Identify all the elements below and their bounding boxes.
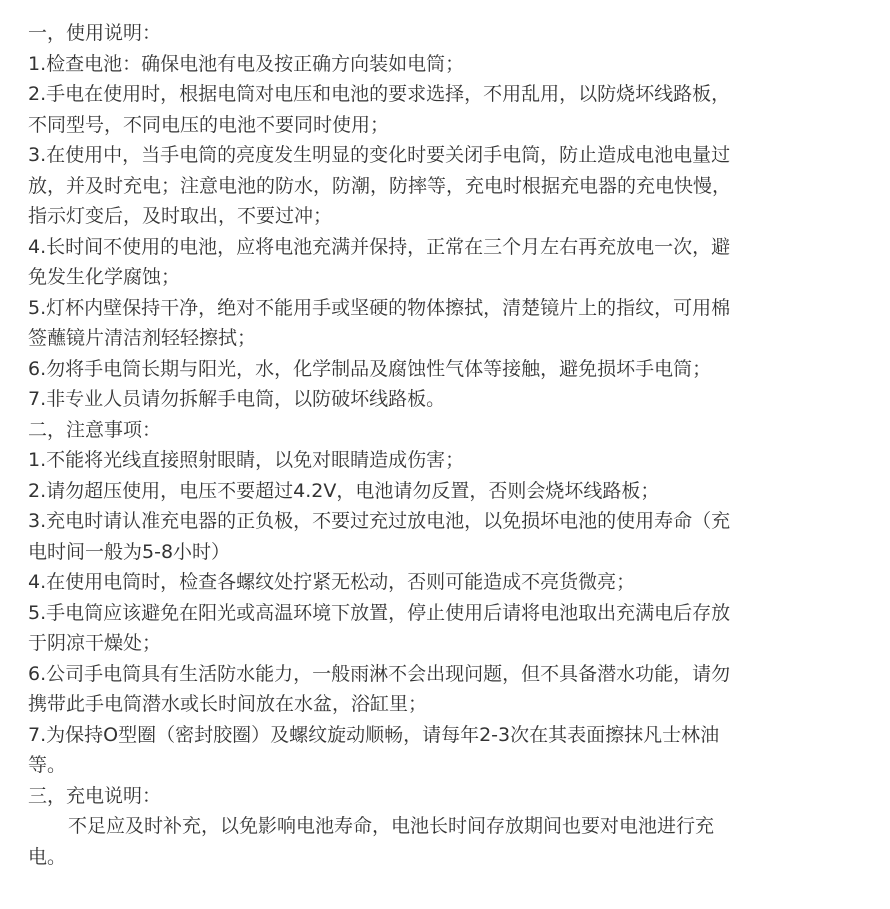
usage-line: 指示灯变后，及时取出，不要过冲； (28, 205, 333, 227)
usage-line: 5.灯杯内壁保持干净，绝对不能用手或坚硬的物体擦拭，清楚镜片上的指纹，可用棉 (28, 296, 731, 319)
instruction-document (28, 18, 828, 872)
charging-heading: 三，充电说明： (28, 784, 162, 807)
cautions-line: 4.在使用电筒时，检查各螺纹处拧紧无松动，否则可能造成不亮货微亮； (28, 571, 636, 593)
usage-heading: 一，使用说明： (28, 22, 162, 44)
usage-line: 放，并及时充电；注意电池的防水，防潮，防摔等，充电时根据充电器的充电快慢， (28, 174, 732, 197)
cautions-line: 等。 (28, 754, 67, 776)
cautions-heading: 二，注意事项： (28, 418, 162, 441)
cautions-line: 于阴凉干燥处； (28, 632, 162, 654)
usage-line: 3.在使用中，当手电筒的亮度发生明显的变化时要关闭手电筒，防止造成电池电量过 (28, 144, 731, 166)
cautions-line: 5.手电筒应该避免在阳光或高温环境下放置，停止使用后请将电池取出充满电后存放 (28, 601, 731, 624)
cautions-line: 6.公司手电筒具有生活防水能力，一般雨淋不会出现问题，但不具备潜水功能，请勿 (28, 662, 731, 685)
cautions-line: 3.充电时请认准充电器的正负极，不要过充过放电池，以免损坏电池的使用寿命（充 (28, 510, 731, 532)
cautions-line: 1.不能将光线直接照射眼睛，以免对眼睛造成伤害； (28, 449, 465, 471)
usage-section (28, 18, 828, 415)
usage-line: 2.手电在使用时，根据电筒对电压和电池的要求选择，不用乱用，以防烧坏线路板， (28, 83, 731, 105)
charging-section (28, 781, 828, 873)
charging-line: 电。 (28, 845, 67, 868)
usage-line: 4.长时间不使用的电池，应将电池充满并保持，正常在三个月左右再充放电一次，避 (28, 235, 731, 258)
usage-line: 1.检查电池：确保电池有电及按正确方向装如电筒； (28, 52, 465, 75)
cautions-section (28, 415, 828, 781)
usage-line: 6.勿将手电筒长期与阳光，水，化学制品及腐蚀性气体等接触，避免损坏手电筒； (28, 357, 712, 380)
charging-line: 不足应及时补充，以免影响电池寿命，电池长时间存放期间也要对电池进行充 (68, 815, 715, 837)
cautions-line: 电时间一般为5-8小时） (28, 540, 231, 563)
cautions-line: 7.为保持O型圈（密封胶圈）及螺纹旋动顺畅，请每年2-3次在其表面擦抹凡士林油 (28, 723, 720, 746)
usage-line: 不同型号，不同电压的电池不要同时使用； (28, 113, 390, 136)
usage-line: 7.非专业人员请勿拆解手电筒，以防破坏线路板。 (28, 388, 446, 410)
usage-line: 签蘸镜片清洁剂轻轻擦拭； (28, 327, 257, 349)
cautions-line: 携带此手电筒潜水或长时间放在水盆，浴缸里； (28, 693, 428, 715)
cautions-line: 2.请勿超压使用，电压不要超过4.2V，电池请勿反置，否则会烧坏线路板； (28, 479, 660, 502)
usage-line: 免发生化学腐蚀； (28, 266, 181, 288)
